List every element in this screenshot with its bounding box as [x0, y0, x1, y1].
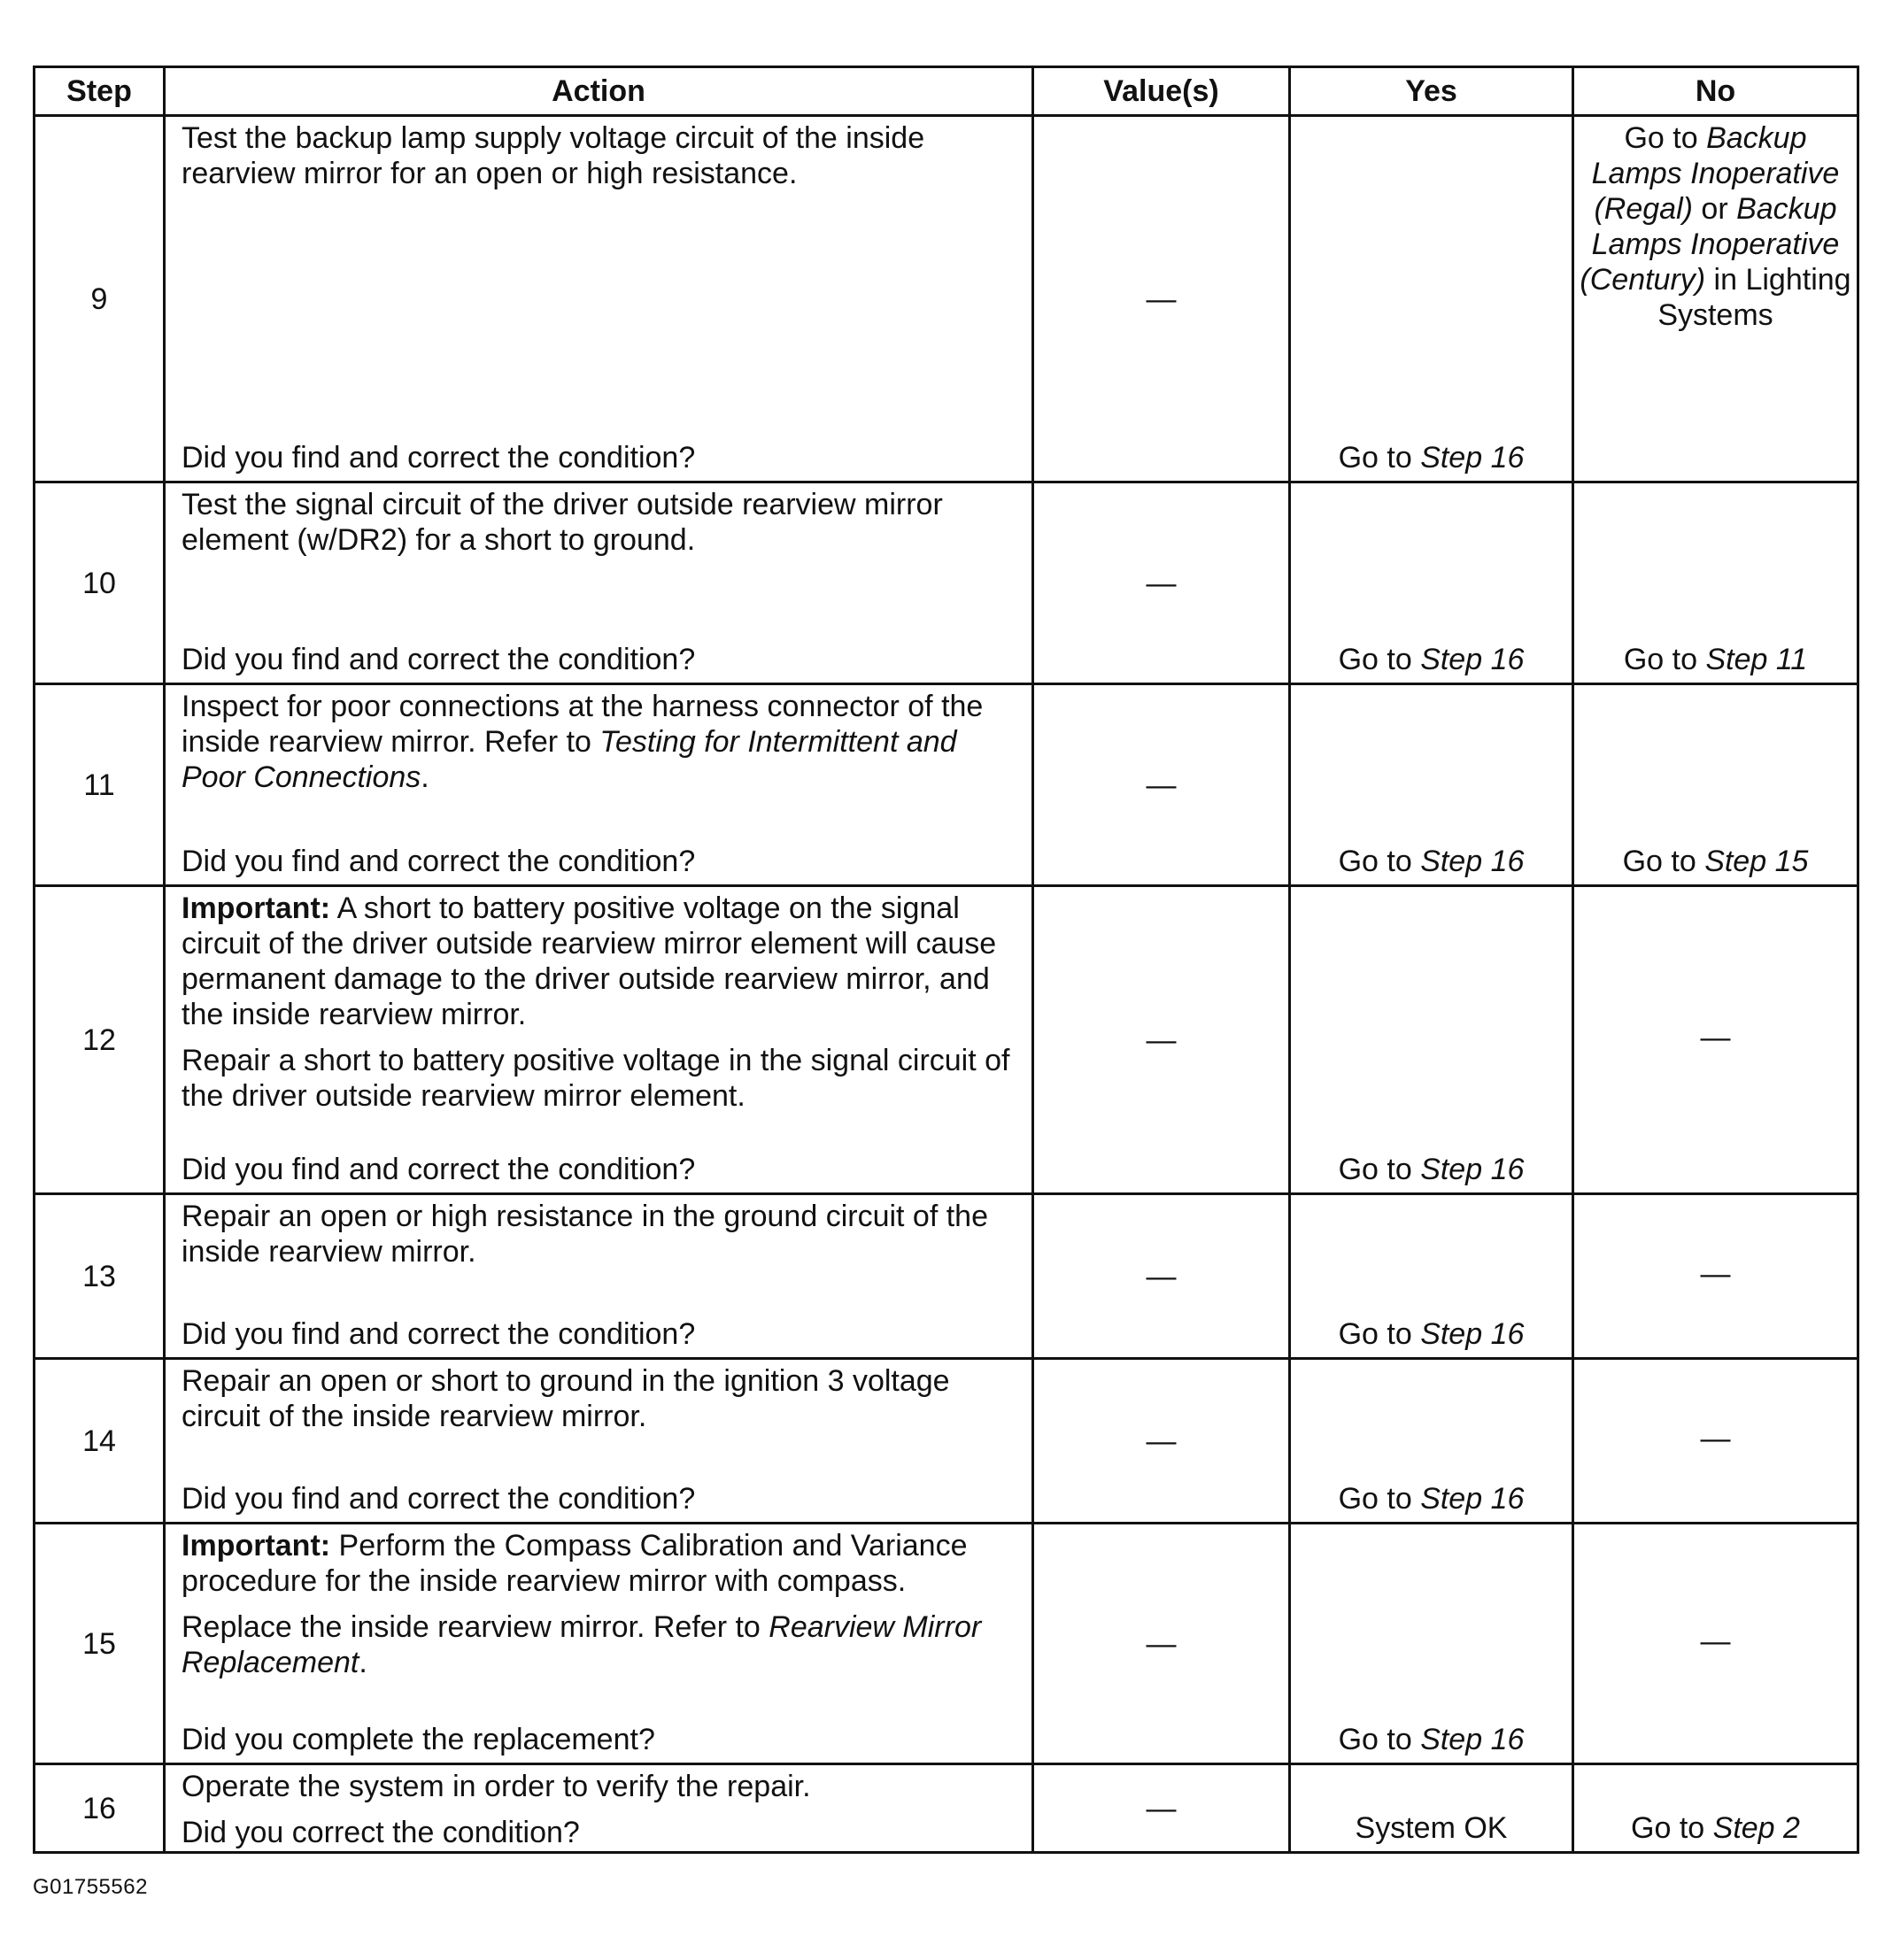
- action-question: Did you correct the condition?: [182, 1816, 580, 1849]
- action-paragraph: [182, 1528, 1016, 1599]
- action-cell: [165, 116, 1033, 482]
- action-paragraph: [182, 689, 1016, 795]
- table-row: [35, 482, 1858, 684]
- table-row: [35, 684, 1858, 886]
- action-text: Test the signal circuit of the driver outside rearview mirror element (w/DR2) for a short to ground.: [182, 488, 943, 557]
- step-link: Step 16: [1420, 643, 1525, 676]
- reference-part: Backup Lamps Inoperative (Century): [1580, 192, 1840, 297]
- step-link: Step 16: [1420, 441, 1525, 475]
- yes-goto[interactable]: [1339, 844, 1525, 879]
- yes-cell: [1290, 482, 1573, 684]
- table-row: [35, 1194, 1858, 1359]
- action-cell: [165, 482, 1033, 684]
- empty-dash: —: [1700, 1020, 1731, 1054]
- reference-part: Go to: [1624, 121, 1707, 155]
- figure-code: G01755562: [33, 1875, 148, 1899]
- reference-part: Backup Lamps Inoperative (Regal): [1591, 121, 1840, 226]
- header-row: [35, 67, 1858, 116]
- yes-goto[interactable]: [1339, 642, 1525, 677]
- action-question: Did you find and correct the condition?: [182, 1482, 696, 1516]
- action-cell: [165, 886, 1033, 1194]
- yes-cell: [1290, 1524, 1573, 1764]
- important-label: Important:: [182, 891, 331, 925]
- reference-link: Testing for Intermittent and Poor Connections: [182, 725, 957, 794]
- no-goto[interactable]: [1623, 844, 1809, 879]
- step-number: 12: [35, 886, 165, 1194]
- no-goto[interactable]: [1631, 1810, 1800, 1846]
- goto-prefix: Go to: [1338, 441, 1421, 475]
- header-action: Action: [165, 67, 1033, 116]
- action-text: Operate the system in order to verify the repair.: [182, 1770, 811, 1803]
- diagnostic-table: [33, 66, 1859, 1854]
- action-paragraph: [182, 487, 1016, 558]
- yes-cell: [1290, 1764, 1573, 1853]
- action-text: Perform the Compass Calibration and Variance procedure for the inside rearview mirror with compass.: [182, 1529, 968, 1598]
- yes-goto[interactable]: [1339, 440, 1525, 475]
- reference-link: Rearview Mirror Replacement: [182, 1610, 982, 1679]
- action-question: Did you find and correct the condition?: [182, 1153, 696, 1186]
- table-row: [35, 886, 1858, 1194]
- reference-part: in Lighting Systems: [1657, 263, 1851, 332]
- goto-prefix: Go to: [1338, 1723, 1421, 1756]
- step-number: 16: [35, 1764, 165, 1853]
- header-values: Value(s): [1033, 67, 1290, 116]
- action-paragraph: [182, 1609, 1016, 1680]
- action-text: A short to battery positive voltage on the signal circuit of the driver outside rearview mirror element will cause permanent damage to the driver outside rearview mirror, and the inside rearview mirror.: [182, 891, 997, 1031]
- goto-prefix: Go to: [1338, 1317, 1421, 1351]
- no-cell: [1573, 1359, 1858, 1524]
- table-row: [35, 1764, 1858, 1853]
- value-cell: —: [1033, 886, 1290, 1194]
- important-label: Important:: [182, 1529, 331, 1563]
- action-text: Repair an open or high resistance in the ground circuit of the inside rearview mirror.: [182, 1200, 988, 1269]
- no-cell: [1573, 1764, 1858, 1853]
- action-cell: [165, 1194, 1033, 1359]
- action-text: Inspect for poor connections at the harness connector of the inside rearview mirror. Refer to: [182, 690, 984, 759]
- step-link: Step 16: [1420, 845, 1525, 878]
- step-number: 11: [35, 684, 165, 886]
- goto-prefix: Go to: [1338, 1153, 1421, 1186]
- no-goto[interactable]: [1624, 642, 1807, 677]
- step-number: 14: [35, 1359, 165, 1524]
- goto-prefix: Go to: [1338, 1482, 1421, 1516]
- no-cell: [1573, 1524, 1858, 1764]
- action-question: Did you complete the replacement?: [182, 1723, 655, 1756]
- yes-goto[interactable]: [1339, 1481, 1525, 1516]
- step-number: 9: [35, 116, 165, 482]
- yes-goto[interactable]: [1339, 1152, 1525, 1187]
- action-paragraph: [182, 1769, 1016, 1804]
- action-text: Replace the inside rearview mirror. Refer to: [182, 1610, 769, 1644]
- value-cell: —: [1033, 116, 1290, 482]
- no-cell: [1573, 886, 1858, 1194]
- empty-dash: —: [1700, 1421, 1731, 1455]
- action-text: .: [421, 760, 429, 794]
- value-cell: —: [1033, 482, 1290, 684]
- goto-prefix: Go to: [1631, 1811, 1713, 1845]
- goto-prefix: Go to: [1338, 845, 1421, 878]
- goto-prefix: Go to: [1622, 845, 1705, 878]
- step-link: Step 16: [1420, 1482, 1525, 1516]
- empty-dash: —: [1700, 1624, 1731, 1658]
- action-question: Did you find and correct the condition?: [182, 441, 696, 475]
- step-link: Step 16: [1420, 1317, 1525, 1351]
- action-cell: [165, 684, 1033, 886]
- action-text: Repair an open or short to ground in the ignition 3 voltage circuit of the inside rearview mirror.: [182, 1364, 950, 1433]
- table-body: [35, 116, 1858, 1853]
- header-step: Step: [35, 67, 165, 116]
- action-text: Repair a short to battery positive voltage in the signal circuit of the driver outside rearview mirror element.: [182, 1044, 1010, 1113]
- action-paragraph: [182, 1043, 1016, 1114]
- value-cell: —: [1033, 1764, 1290, 1853]
- step-link: Step 16: [1420, 1723, 1525, 1756]
- step-link: Step 16: [1420, 1153, 1525, 1186]
- value-cell: —: [1033, 1359, 1290, 1524]
- yes-cell: [1290, 1194, 1573, 1359]
- action-paragraph: [182, 1363, 1016, 1434]
- step-number: 10: [35, 482, 165, 684]
- goto-prefix: Go to: [1623, 643, 1706, 676]
- no-cell: [1573, 482, 1858, 684]
- action-paragraph: [182, 891, 1016, 1032]
- step-link: Step 2: [1712, 1811, 1800, 1845]
- action-text: .: [359, 1646, 367, 1679]
- table-row: [35, 116, 1858, 482]
- action-question: Did you find and correct the condition?: [182, 643, 696, 676]
- action-paragraph: [182, 120, 1016, 191]
- action-question: Did you find and correct the condition?: [182, 845, 696, 878]
- no-cell: [1573, 684, 1858, 886]
- yes-cell: [1290, 684, 1573, 886]
- step-number: 15: [35, 1524, 165, 1764]
- value-cell: —: [1033, 684, 1290, 886]
- goto-prefix: Go to: [1338, 643, 1421, 676]
- reference-part: or: [1692, 192, 1737, 226]
- no-cell: [1573, 1194, 1858, 1359]
- action-paragraph: [182, 1199, 1016, 1269]
- yes-goto[interactable]: [1339, 1316, 1525, 1352]
- action-text: Test the backup lamp supply voltage circuit of the inside rearview mirror for an open or high resistance.: [182, 121, 925, 190]
- no-cell: [1573, 116, 1858, 482]
- yes-goto[interactable]: [1339, 1722, 1525, 1757]
- action-cell: [165, 1524, 1033, 1764]
- empty-dash: —: [1700, 1256, 1731, 1291]
- step-link: Step 11: [1705, 643, 1808, 676]
- yes-cell: [1290, 886, 1573, 1194]
- header-yes: Yes: [1290, 67, 1573, 116]
- action-cell: [165, 1359, 1033, 1524]
- table-row: [35, 1524, 1858, 1764]
- yes-cell: [1290, 1359, 1573, 1524]
- step-number: 13: [35, 1194, 165, 1359]
- value-cell: —: [1033, 1194, 1290, 1359]
- yes-result: System OK: [1355, 1811, 1508, 1845]
- header-no: No: [1573, 67, 1858, 116]
- no-reference[interactable]: [1580, 120, 1851, 333]
- table-row: [35, 1359, 1858, 1524]
- step-link: Step 15: [1704, 845, 1809, 878]
- action-cell: [165, 1764, 1033, 1853]
- action-question: Did you find and correct the condition?: [182, 1317, 696, 1351]
- value-cell: —: [1033, 1524, 1290, 1764]
- yes-cell: [1290, 116, 1573, 482]
